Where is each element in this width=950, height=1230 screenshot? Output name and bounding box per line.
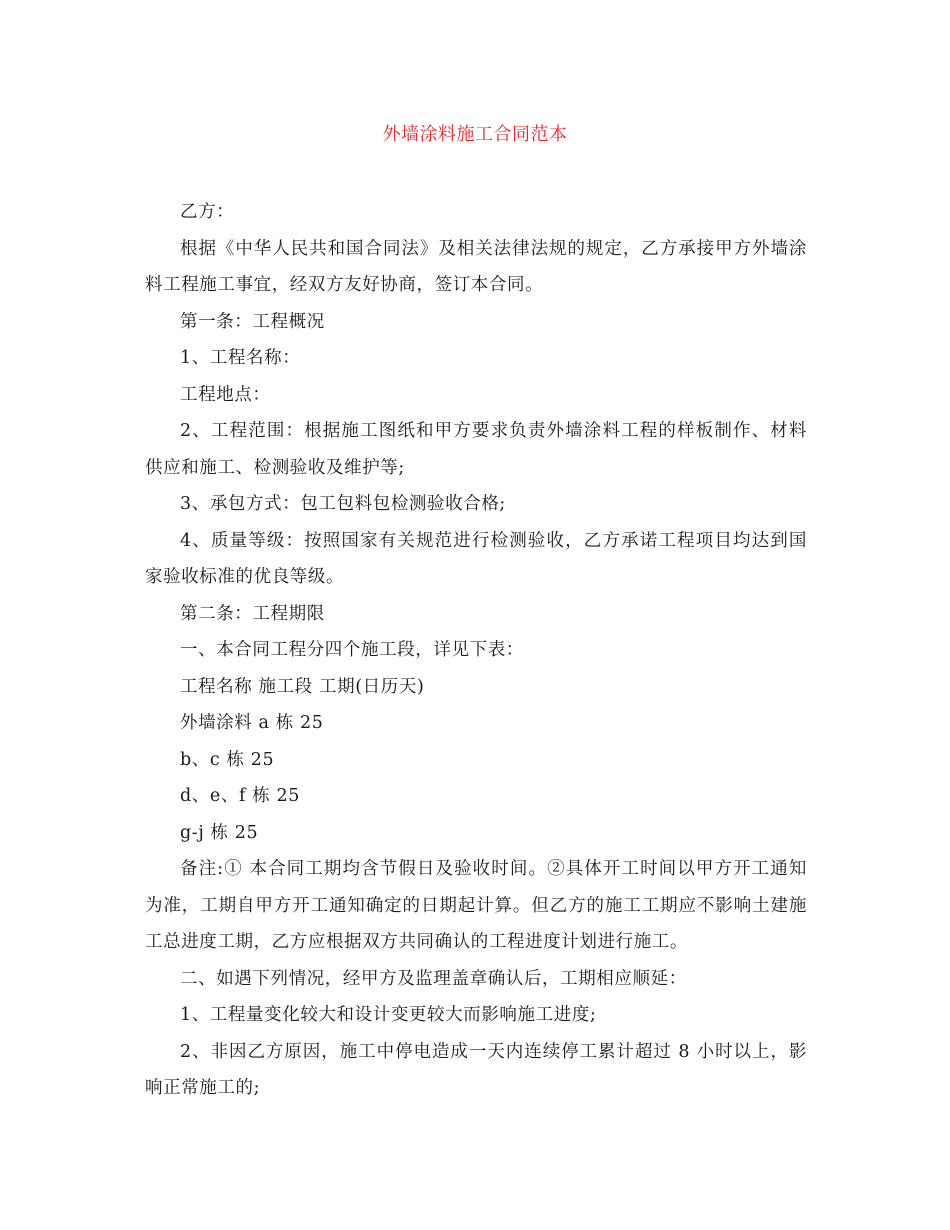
section-heading-2: 第二条：工程期限 — [180, 603, 325, 624]
section-heading-1: 第一条：工程概况 — [180, 311, 325, 332]
paragraph-project-name: 1、工程名称： — [180, 348, 301, 368]
paragraph-project-location: 工程地点： — [180, 384, 271, 405]
schedule-header-row: 工程名称 施工段 工期(日历天) — [180, 676, 425, 697]
schedule-row: g-j 栋 25 — [180, 822, 259, 843]
paragraph-project-scope: 2、工程范围：根据施工图纸和甲方要求负责外墙涂料工程的样板制作、材料供应和施工、检测验收及维护等; — [145, 421, 807, 478]
paragraph-extension-intro: 二、如遇下列情况，经甲方及监理盖章确认后，工期相应顺延： — [180, 968, 687, 989]
paragraph-extension-item-1: 1、工程量变化较大和设计变更较大而影响施工进度; — [180, 1005, 597, 1025]
paragraph-contract-method: 3、承包方式：包工包料包检测验收合格; — [180, 494, 506, 514]
paragraph-preamble: 根据《中华人民共和国合同法》及相关法律法规的规定，乙方承接甲方外墙涂料工程施工事宜，经双方友好协商，签订本合同。 — [145, 238, 807, 295]
paragraph-remarks: 备注:① 本合同工期均含节假日及验收时间。②具体开工时间以甲方开工通知为准，工期自甲方开工通知确定的日期起计算。但乙方的施工工期应不影响土建施工总进度工期，乙方应根据双方共同确认的工程进度计划进行施工。 — [145, 859, 807, 952]
document-body — [145, 194, 807, 1107]
paragraph-stages-intro: 一、本合同工程分四个施工段，详见下表： — [180, 640, 524, 660]
paragraph-extension-item-2: 2、非因乙方原因，施工中停电造成一天内连续停工累计超过 8 小时以上，影响正常施工的; — [145, 1041, 807, 1098]
schedule-row: 外墙涂料 a 栋 25 — [180, 713, 324, 733]
schedule-row: b、c 栋 25 — [180, 749, 275, 770]
paragraph-party-b: 乙方： — [180, 202, 235, 222]
schedule-row: d、e、f 栋 25 — [180, 786, 300, 806]
paragraph-quality-grade: 4、质量等级：按照国家有关规范进行检测验收，乙方承诺工程项目均达到国家验收标准的优良等级。 — [145, 530, 807, 587]
document-title: 外墙涂料施工合同范本 — [382, 124, 568, 145]
